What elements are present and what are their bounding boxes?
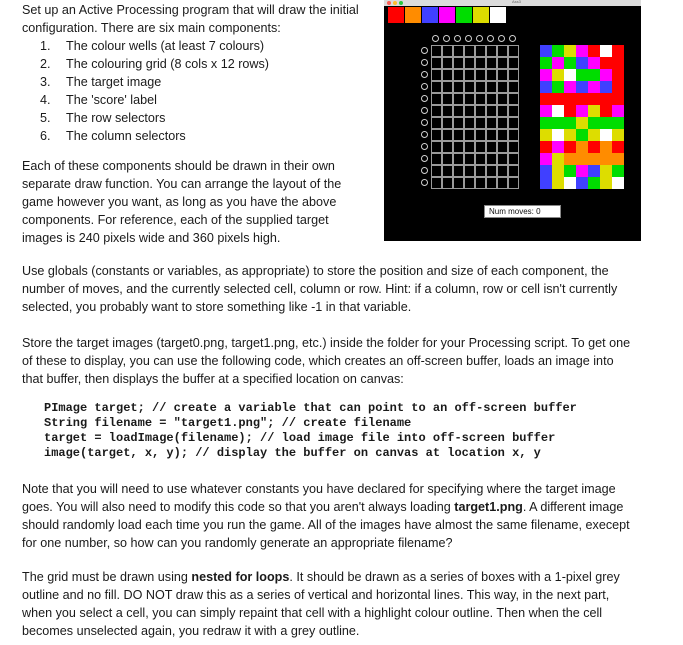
target-cell [612, 141, 624, 153]
target-cell [564, 153, 576, 165]
grid-cell[interactable] [508, 45, 519, 57]
target-cell [612, 129, 624, 141]
grid-cell[interactable] [475, 93, 486, 105]
column-selector[interactable] [476, 35, 483, 42]
grid-cell[interactable] [486, 153, 497, 165]
grid-cell[interactable] [464, 129, 475, 141]
target-cell [576, 129, 588, 141]
grid-cell[interactable] [442, 45, 453, 57]
target-cell [576, 81, 588, 93]
grid-cell[interactable] [464, 69, 475, 81]
target-cell [600, 165, 612, 177]
target-cell [564, 129, 576, 141]
row-selector[interactable] [421, 167, 428, 174]
grid-cell[interactable] [475, 117, 486, 129]
grid-cell[interactable] [486, 105, 497, 117]
grid-cell[interactable] [464, 153, 475, 165]
grid-cell[interactable] [508, 153, 519, 165]
target-cell [612, 105, 624, 117]
grid-cell[interactable] [508, 165, 519, 177]
target-cell [612, 69, 624, 81]
grid-cell[interactable] [464, 165, 475, 177]
target-cell [612, 93, 624, 105]
colour-well[interactable] [422, 7, 438, 23]
grid-cell[interactable] [508, 141, 519, 153]
row-selector[interactable] [421, 59, 428, 66]
grid-cell[interactable] [464, 105, 475, 117]
list-item [40, 37, 269, 55]
grid-cell[interactable] [497, 117, 508, 129]
grid-cell[interactable] [431, 93, 442, 105]
target-cell [540, 153, 552, 165]
column-selector[interactable] [487, 35, 494, 42]
row-selector[interactable] [421, 71, 428, 78]
list-item-label: The 'score' label [66, 93, 157, 107]
grid-cell[interactable] [508, 177, 519, 189]
list-item-label: The column selectors [66, 129, 186, 143]
draw-function-paragraph: Each of these components should be drawn in their own separate draw function. You can arrange the layout of the game however you want, as long as you have the above components. For reference, each of the supplied target images is 240 pixels wide and 360 pixels high. [22, 159, 342, 245]
grid-cell[interactable] [497, 57, 508, 69]
target-cell [600, 177, 612, 189]
target-cell [564, 81, 576, 93]
target-cell [576, 45, 588, 57]
target-cell [576, 105, 588, 117]
row-selector[interactable] [421, 179, 428, 186]
target-cell [588, 129, 600, 141]
grid-cell[interactable] [464, 81, 475, 93]
target-cell [540, 165, 552, 177]
list-item [40, 73, 269, 91]
target-cell [576, 93, 588, 105]
target-cell [564, 141, 576, 153]
list-number: 1. [40, 39, 51, 53]
grid-cell[interactable] [486, 177, 497, 189]
target-cell [552, 117, 564, 129]
grid-cell[interactable] [453, 105, 464, 117]
grid-cell[interactable] [497, 93, 508, 105]
target-cell [552, 45, 564, 57]
row-selector[interactable] [421, 155, 428, 162]
target-cell [588, 45, 600, 57]
grid-cell[interactable] [431, 129, 442, 141]
target-cell [576, 153, 588, 165]
grid-cell[interactable] [475, 153, 486, 165]
code-block [44, 401, 577, 461]
target-cell [600, 57, 612, 69]
target-cell [612, 81, 624, 93]
target-cell [600, 129, 612, 141]
colouring-grid [431, 45, 520, 190]
target-cell [588, 105, 600, 117]
target-cell [540, 141, 552, 153]
target-cell [588, 93, 600, 105]
grid-cell[interactable] [431, 45, 442, 57]
grid-drawing-paragraph: The grid must be drawn using nested for loops. It should be drawn as a series of boxes with a 1-pixel grey outline and no fill. DO NOT draw this as a series of vertical and horizontal lines. This way, in the next part, when you select a cell, you can simply repaint that cell with a highlight colour outline. Then when the cell becomes unselected again, you redraw it with a grey outline. [22, 570, 620, 638]
row-selector[interactable] [421, 95, 428, 102]
target-cell [588, 141, 600, 153]
target-cell [576, 141, 588, 153]
row-selector[interactable] [421, 47, 428, 54]
target-cell [540, 93, 552, 105]
row-selector[interactable] [421, 131, 428, 138]
grid-cell[interactable] [497, 141, 508, 153]
grid-cell[interactable] [442, 165, 453, 177]
target-cell [612, 57, 624, 69]
grid-cell[interactable] [453, 153, 464, 165]
grid-cell[interactable] [431, 117, 442, 129]
target-cell [552, 81, 564, 93]
grid-cell[interactable] [442, 153, 453, 165]
list-number: 5. [40, 111, 51, 125]
bold-filename: target1.png [454, 500, 523, 514]
target-cell [600, 93, 612, 105]
list-item [40, 91, 269, 109]
code-line: PImage target; // create a variable that can point to an off-screen buffer [44, 401, 577, 415]
target-cell [540, 129, 552, 141]
grid-cell[interactable] [453, 141, 464, 153]
colour-well[interactable] [456, 7, 472, 23]
target-cell [600, 117, 612, 129]
target-cell [540, 81, 552, 93]
target-cell [552, 177, 564, 189]
target-cell [600, 153, 612, 165]
grid-cell[interactable] [431, 69, 442, 81]
target-cell [564, 57, 576, 69]
grid-cell[interactable] [497, 177, 508, 189]
grid-cell[interactable] [431, 57, 442, 69]
grid-cell[interactable] [508, 57, 519, 69]
grid-cell[interactable] [431, 105, 442, 117]
target-cell [588, 81, 600, 93]
target-cell [552, 141, 564, 153]
column-selector[interactable] [454, 35, 461, 42]
target-cell [552, 93, 564, 105]
column-selector[interactable] [443, 35, 450, 42]
target-cell [588, 165, 600, 177]
grid-cell[interactable] [453, 129, 464, 141]
grid-cell[interactable] [497, 45, 508, 57]
target-cell [612, 153, 624, 165]
target-cell [540, 177, 552, 189]
grid-cell[interactable] [475, 69, 486, 81]
target-cell [552, 129, 564, 141]
grid-cell[interactable] [508, 117, 519, 129]
globals-paragraph: Use globals (constants or variables, as appropriate) to store the position and size of each component, the number of moves, and the currently selected cell, column or row. Hint: if a column, row or cell isn't currently selected, you probably want to store something like -1 in that variable. [22, 264, 618, 314]
grid-cell[interactable] [442, 129, 453, 141]
target-cell [576, 69, 588, 81]
grid-cell[interactable] [442, 105, 453, 117]
list-item-label: The colouring grid (8 cols x 12 rows) [66, 57, 269, 71]
target-cell [564, 93, 576, 105]
window-title: Ass3 [512, 0, 521, 4]
grid-cell[interactable] [508, 129, 519, 141]
grid-cell[interactable] [442, 57, 453, 69]
grid-cell[interactable] [442, 117, 453, 129]
grid-cell[interactable] [453, 165, 464, 177]
target-cell [612, 45, 624, 57]
grid-cell[interactable] [442, 81, 453, 93]
target-cell [612, 117, 624, 129]
target-cell [564, 45, 576, 57]
target-cell [612, 165, 624, 177]
row-selector[interactable] [421, 119, 428, 126]
target-cell [576, 177, 588, 189]
row-selector[interactable] [421, 83, 428, 90]
target-cell [588, 177, 600, 189]
target-cell [564, 177, 576, 189]
target-cell [588, 153, 600, 165]
close-dot-icon [387, 1, 391, 5]
grid-cell[interactable] [508, 93, 519, 105]
grid-cell[interactable] [486, 141, 497, 153]
zoom-dot-icon [399, 1, 403, 5]
grid-cell[interactable] [431, 81, 442, 93]
list-item [40, 127, 269, 145]
target-cell [552, 105, 564, 117]
bold-nested-loops: nested for loops [191, 570, 290, 584]
target-cell [600, 141, 612, 153]
intro-paragraph: Set up an Active Processing program that will draw the initial configuration. There are six main components: [22, 3, 359, 35]
code-line: target = loadImage(filename); // load image file into off-screen buffer [44, 431, 556, 445]
grid-cell[interactable] [475, 177, 486, 189]
list-item-label: The target image [66, 75, 162, 89]
column-selector[interactable] [509, 35, 516, 42]
grid-cell[interactable] [475, 141, 486, 153]
grid-cell[interactable] [475, 45, 486, 57]
grid-cell[interactable] [497, 105, 508, 117]
list-item-label: The row selectors [66, 111, 166, 125]
list-number: 4. [40, 93, 51, 107]
list-item [40, 55, 269, 73]
colour-well[interactable] [439, 7, 455, 23]
grid-cell[interactable] [431, 141, 442, 153]
grid-cell[interactable] [453, 57, 464, 69]
colour-well[interactable] [490, 7, 506, 23]
grid-cell[interactable] [464, 45, 475, 57]
target-cell [552, 153, 564, 165]
grid-cell[interactable] [431, 177, 442, 189]
grid-cell[interactable] [464, 57, 475, 69]
grid-cell[interactable] [486, 129, 497, 141]
grid-cell[interactable] [508, 69, 519, 81]
target-cell [564, 105, 576, 117]
target-cell [552, 57, 564, 69]
grid-cell[interactable] [497, 81, 508, 93]
target-cell [600, 81, 612, 93]
target-cell [552, 165, 564, 177]
row-selector[interactable] [421, 107, 428, 114]
grid-cell[interactable] [464, 117, 475, 129]
grid-cell[interactable] [486, 93, 497, 105]
row-selector[interactable] [421, 143, 428, 150]
grid-cell[interactable] [475, 165, 486, 177]
grid-cell[interactable] [464, 141, 475, 153]
column-selector[interactable] [432, 35, 439, 42]
grid-cell[interactable] [453, 177, 464, 189]
window-titlebar [384, 0, 641, 6]
components-list [40, 37, 269, 145]
target-cell [600, 45, 612, 57]
list-item-label: The colour wells (at least 7 colours) [66, 39, 265, 53]
colour-well[interactable] [473, 7, 489, 23]
list-number: 3. [40, 75, 51, 89]
target-cell [540, 45, 552, 57]
grid-cell[interactable] [442, 141, 453, 153]
column-selector[interactable] [465, 35, 472, 42]
grid-cell[interactable] [431, 153, 442, 165]
grid-cell[interactable] [431, 165, 442, 177]
minimize-dot-icon [393, 1, 397, 5]
colour-well[interactable] [388, 7, 404, 23]
code-line: String filename = "target1.png"; // create filename [44, 416, 412, 430]
target-images-paragraph: Store the target images (target0.png, target1.png, etc.) inside the folder for your Processing script. To get one of these to display, you can use the following code, which creates an off-screen buffer, loads an image into that buffer, then displays the buffer at a specified location on canvas: [22, 336, 631, 386]
list-number: 6. [40, 129, 51, 143]
moves-label: Num moves: 0 [484, 205, 561, 218]
target-cell [588, 57, 600, 69]
grid-cell[interactable] [486, 81, 497, 93]
column-selector[interactable] [498, 35, 505, 42]
grid-cell[interactable] [475, 105, 486, 117]
target-cell [564, 69, 576, 81]
code-line: image(target, x, y); // display the buffer on canvas at location x, y [44, 446, 541, 460]
grid-cell[interactable] [508, 105, 519, 117]
grid-cell[interactable] [453, 81, 464, 93]
target-cell [552, 69, 564, 81]
grid-cell[interactable] [453, 45, 464, 57]
target-cell [564, 165, 576, 177]
grid-cell[interactable] [508, 81, 519, 93]
target-cell [540, 69, 552, 81]
list-number: 2. [40, 57, 51, 71]
grid-cell[interactable] [453, 117, 464, 129]
grid-cell[interactable] [453, 69, 464, 81]
grid-cell[interactable] [442, 69, 453, 81]
grid-cell[interactable] [486, 117, 497, 129]
target-cell [588, 69, 600, 81]
grid-cell[interactable] [442, 177, 453, 189]
target-cell [576, 117, 588, 129]
target-cell [576, 165, 588, 177]
colour-well[interactable] [405, 7, 421, 23]
target-cell [540, 105, 552, 117]
grid-cell[interactable] [486, 69, 497, 81]
grid-cell[interactable] [475, 57, 486, 69]
grid-cell[interactable] [475, 81, 486, 93]
target-cell [600, 105, 612, 117]
grid-cell[interactable] [464, 93, 475, 105]
grid-cell[interactable] [442, 93, 453, 105]
grid-cell[interactable] [497, 165, 508, 177]
grid-cell[interactable] [486, 45, 497, 57]
grid-cell[interactable] [475, 129, 486, 141]
target-cell [588, 117, 600, 129]
grid-cell[interactable] [486, 57, 497, 69]
grid-cell[interactable] [497, 69, 508, 81]
grid-cell[interactable] [486, 165, 497, 177]
grid-cell[interactable] [453, 93, 464, 105]
grid-cell[interactable] [497, 153, 508, 165]
target-cell [540, 57, 552, 69]
grid-cell[interactable] [464, 177, 475, 189]
game-window-screenshot [384, 0, 641, 241]
target-cell [576, 57, 588, 69]
target-cell [540, 117, 552, 129]
grid-cell[interactable] [497, 129, 508, 141]
target-cell [600, 69, 612, 81]
random-image-paragraph: Note that you will need to use whatever constants you have declared for specifying where the target image goes. You will also need to modify this code so that you aren't always loading target1.png. A different image should randomly load each time you run the game. All of the images have almost the same filename, execept for one number, so how can you randomly generate an appropriate filename? [22, 482, 630, 550]
list-item [40, 109, 269, 127]
target-cell [612, 177, 624, 189]
target-cell [564, 117, 576, 129]
